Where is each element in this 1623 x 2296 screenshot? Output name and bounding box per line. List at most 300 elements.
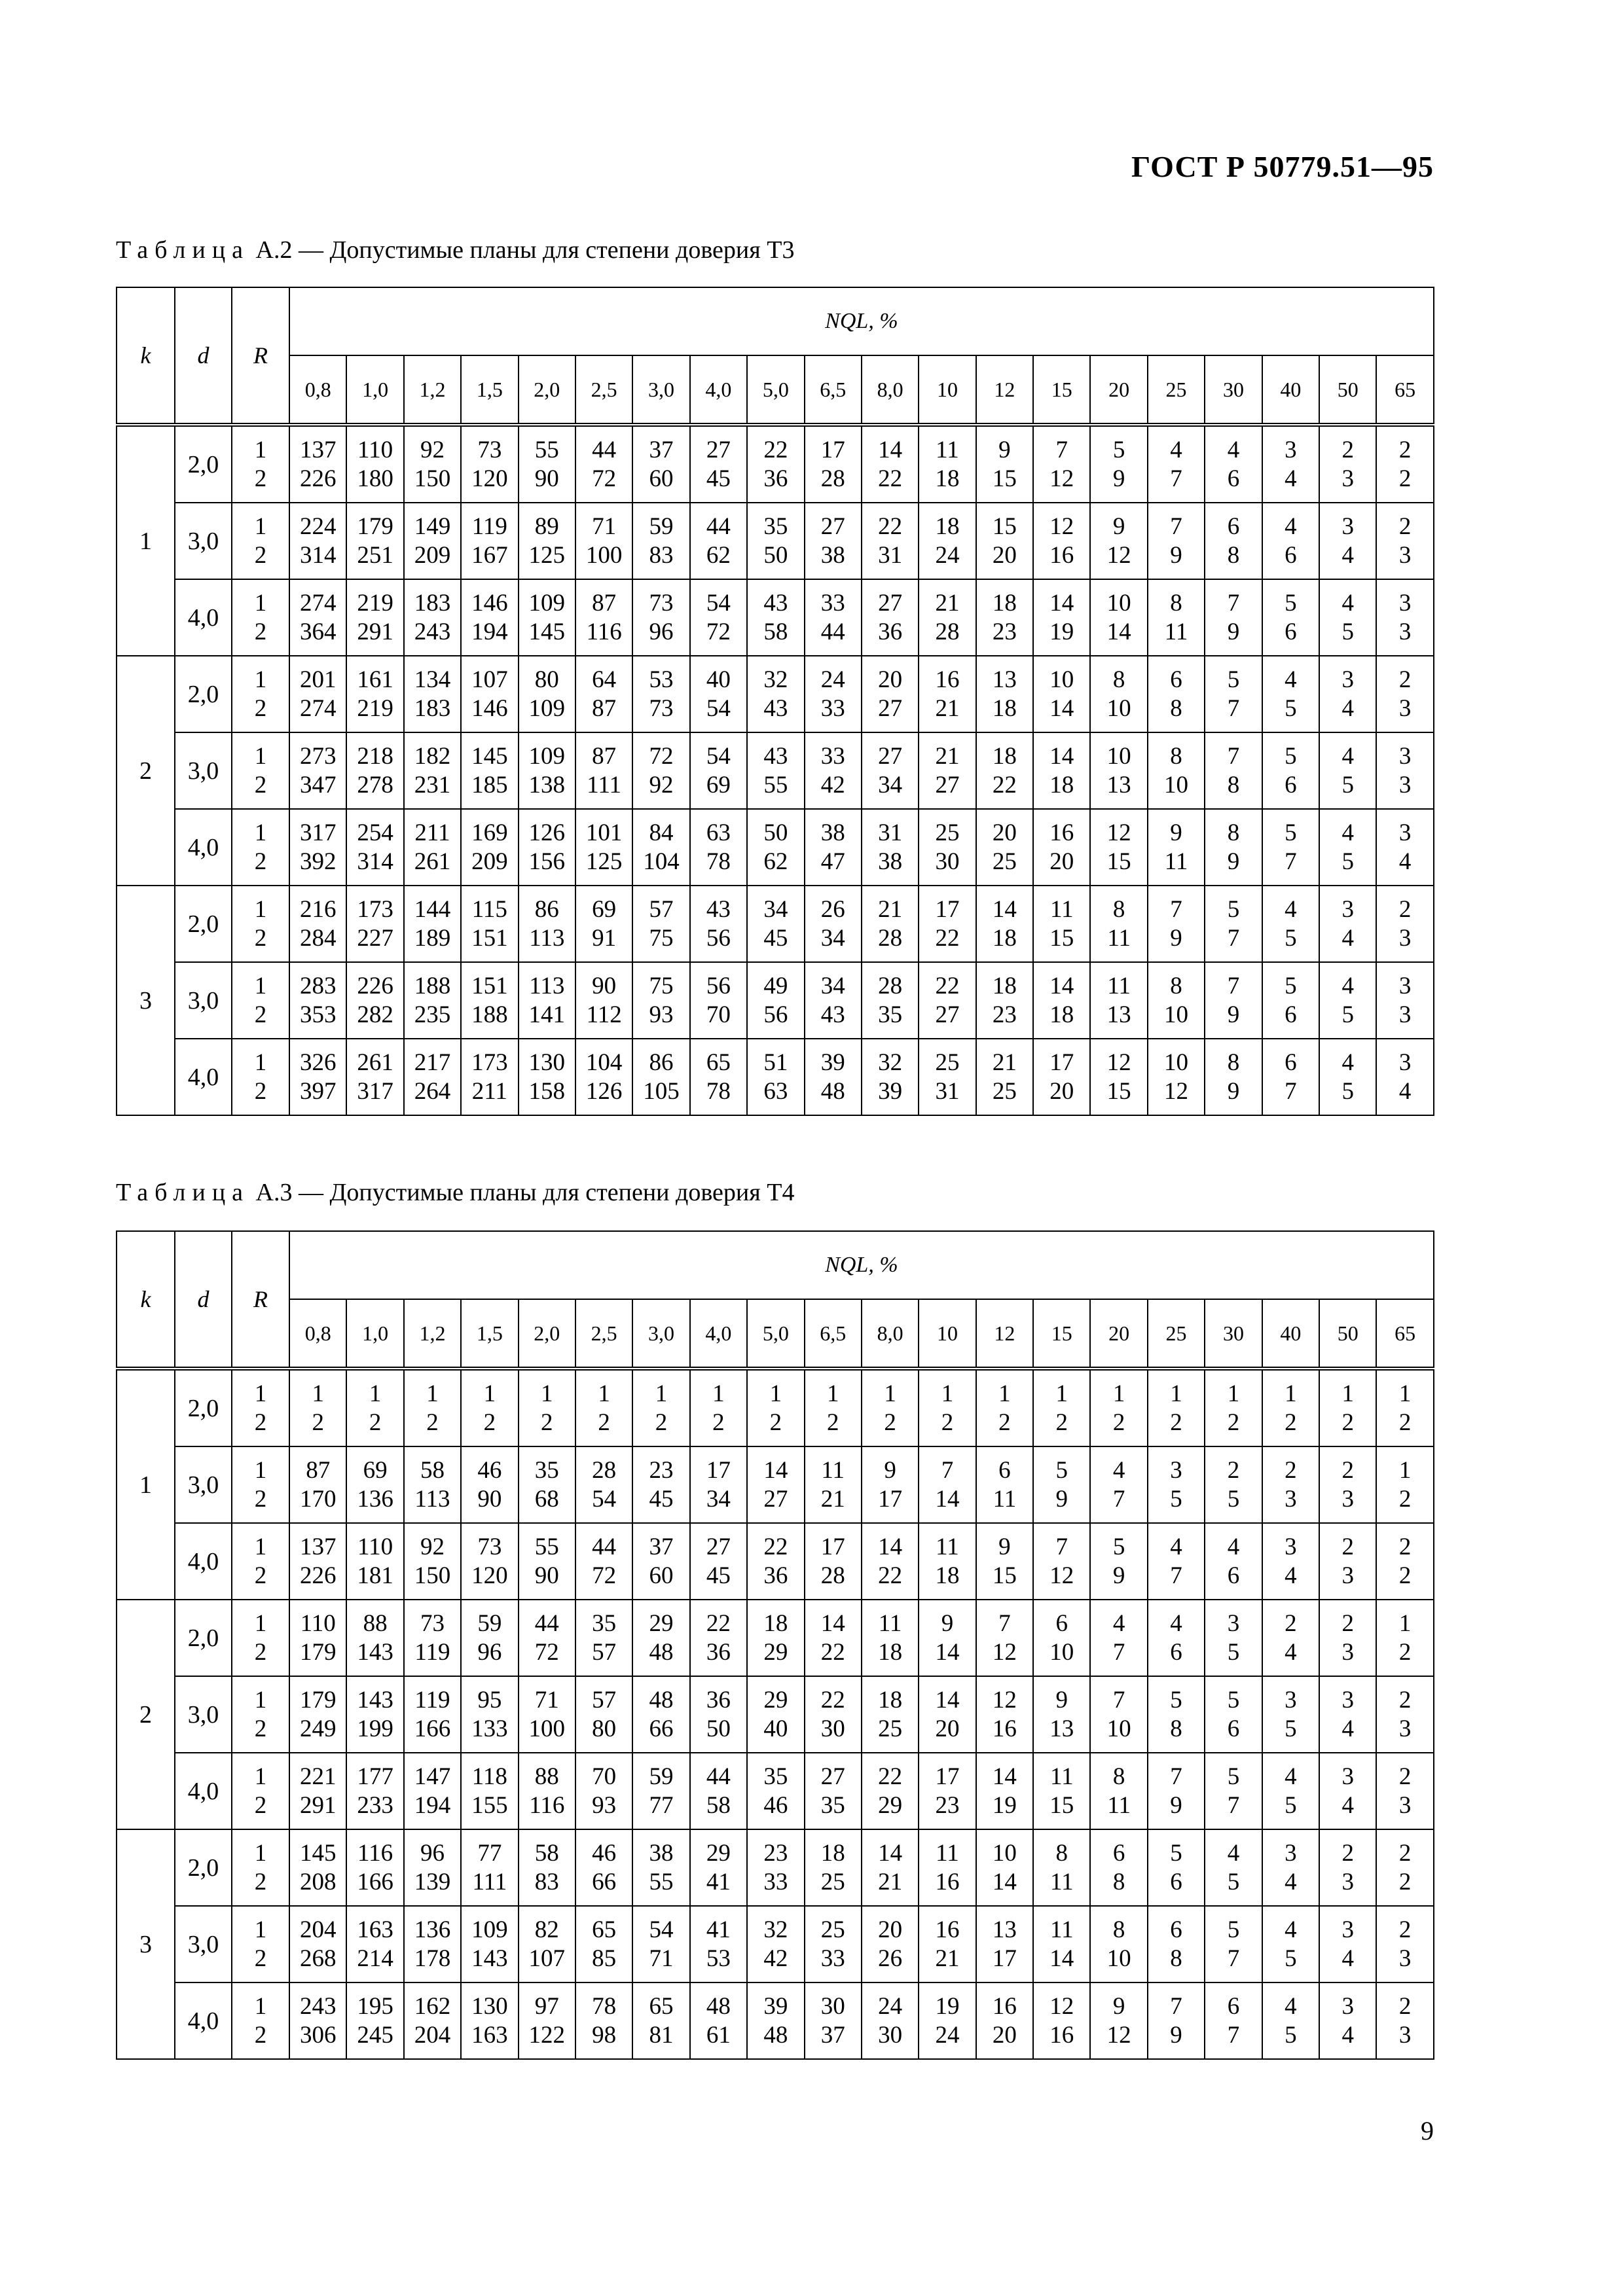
nql-value-header: 6,5	[805, 1299, 862, 1369]
plan-cell	[805, 425, 862, 503]
plan-value-r2: 18	[1049, 1001, 1074, 1028]
plan-value-r1: 126	[528, 819, 565, 846]
plan-value-r1: 6	[1055, 1609, 1068, 1637]
plan-value-r2: 145	[528, 618, 565, 645]
plan-value-r2: 77	[649, 1791, 674, 1819]
plan-cell	[461, 1906, 518, 1982]
plan-value-r2: 209	[414, 541, 451, 569]
plan-cell	[519, 809, 575, 886]
plan-value-r1: 97	[534, 1992, 559, 2020]
plan-value-r1: 10	[1164, 1049, 1189, 1076]
plan-cell	[461, 1829, 518, 1906]
plan-value-r2: 155	[471, 1791, 508, 1819]
nql-value-header: 65	[1376, 355, 1433, 425]
plan-value-r1: 43	[763, 589, 788, 617]
plan-cell	[862, 425, 919, 503]
plan-value-r2: 21	[878, 1868, 903, 1895]
plan-value-r1: 2	[1398, 1916, 1412, 1943]
plan-value-r1: 2	[1227, 1456, 1240, 1484]
nql-value-header: 10	[919, 1299, 976, 1369]
plan-cell	[1090, 425, 1147, 503]
r-values	[232, 886, 289, 962]
plan-cell	[1148, 809, 1205, 886]
plan-value-r1: 18	[878, 1686, 903, 1713]
plan-value-r2: 9	[1227, 1077, 1240, 1105]
plan-value-r2: 2	[483, 1408, 496, 1436]
r-values	[232, 1753, 289, 1829]
plan-value-r1: 109	[471, 1916, 508, 1943]
plan-cell	[1205, 1446, 1262, 1523]
plan-value-r2: 4	[1285, 465, 1297, 492]
plan-cell	[404, 656, 461, 732]
plan-value-r1: 1	[312, 1380, 324, 1407]
plan-cell	[1090, 1906, 1147, 1982]
plan-cell	[575, 1523, 632, 1600]
plan-value-r2: 58	[706, 1791, 731, 1819]
plan-value-r2: 9	[1227, 618, 1240, 645]
plan-value-r2: 7	[1227, 1791, 1240, 1819]
plan-cell	[1148, 886, 1205, 962]
plan-value-r1: 7	[1170, 895, 1182, 923]
plan-value-r2: 139	[414, 1868, 451, 1895]
plan-cell	[461, 809, 518, 886]
plan-value-r2: 314	[357, 848, 393, 875]
plan-value-r2: 2	[769, 1408, 782, 1436]
plan-value-r1: 224	[299, 512, 337, 540]
plan-cell	[1205, 425, 1262, 503]
plan-value-r1: 183	[414, 589, 451, 617]
plan-cell	[976, 503, 1033, 579]
plan-cell	[919, 886, 976, 962]
plan-value-r1: 5	[1285, 819, 1297, 846]
plan-value-r1: 9	[1055, 1686, 1068, 1713]
plan-cell	[690, 732, 747, 809]
plan-value-r1: 7	[1227, 589, 1240, 617]
plan-cell	[1090, 1829, 1147, 1906]
plan-value-r1: 11	[936, 1839, 959, 1867]
plan-value-r1: 243	[299, 1992, 337, 2020]
d-value: 2,0	[175, 1829, 232, 1906]
nql-value-header: 40	[1262, 1299, 1319, 1369]
plan-cell	[289, 886, 346, 962]
plan-cell	[1205, 1600, 1262, 1676]
plan-value-r1: 110	[357, 436, 393, 463]
plan-value-r2: 3	[1341, 1485, 1354, 1513]
plan-cell	[747, 1369, 804, 1446]
plan-cell	[461, 1600, 518, 1676]
plan-cell	[404, 1753, 461, 1829]
plan-value-r1: 18	[992, 589, 1017, 617]
plan-value-r1: 226	[357, 972, 393, 999]
d-value: 3,0	[175, 732, 232, 809]
plan-cell	[404, 1446, 461, 1523]
plan-value-r1: 27	[820, 512, 845, 540]
plan-value-r1: 9	[1170, 819, 1182, 846]
plan-value-r1: 2	[1285, 1456, 1297, 1484]
plan-value-r1: 32	[878, 1049, 903, 1076]
r-values	[232, 962, 289, 1039]
plan-cell	[632, 579, 689, 656]
plan-cell	[976, 1982, 1033, 2059]
plan-value-r2: 5	[1285, 2021, 1297, 2049]
plan-cell	[1262, 1523, 1319, 1600]
plan-value-r1: 109	[528, 742, 565, 770]
plan-value-r2: 27	[763, 1485, 788, 1513]
plan-cell	[1148, 1446, 1205, 1523]
plan-cell	[632, 1906, 689, 1982]
plan-value-r1: 18	[763, 1609, 788, 1637]
plan-value-r1: 5	[1112, 1533, 1125, 1560]
plan-cell	[289, 1676, 346, 1753]
plan-value-r2: 56	[706, 924, 731, 952]
plan-value-r2: 194	[414, 1791, 451, 1819]
plan-value-r1: 3	[1285, 436, 1297, 463]
d-value: 3,0	[175, 1446, 232, 1523]
plan-cell	[404, 1982, 461, 2059]
table-row	[117, 886, 1434, 962]
plan-cell	[346, 1446, 403, 1523]
plan-value-r1: 4	[1285, 512, 1297, 540]
plan-value-r1: 1	[1398, 1456, 1412, 1484]
plan-value-r2: 15	[1049, 924, 1074, 952]
nql-value-header: 25	[1148, 1299, 1205, 1369]
plan-cell	[805, 1039, 862, 1115]
plan-value-r1: 54	[706, 589, 731, 617]
plan-cell	[575, 579, 632, 656]
plan-cell	[862, 1982, 919, 2059]
nql-value-header: 50	[1319, 1299, 1376, 1369]
r-value: 1	[254, 589, 267, 617]
plan-value-r1: 10	[992, 1839, 1017, 1867]
plan-value-r2: 70	[706, 1001, 731, 1028]
plan-value-r1: 4	[1285, 895, 1297, 923]
plan-cell	[1205, 503, 1262, 579]
plan-value-r2: 4	[1341, 694, 1354, 722]
plan-value-r2: 364	[299, 618, 337, 645]
plan-value-r1: 44	[706, 1763, 731, 1790]
plan-value-r1: 27	[706, 1533, 731, 1560]
plan-value-r1: 7	[1112, 1686, 1125, 1713]
plan-value-r1: 22	[763, 1533, 788, 1560]
plan-value-r1: 5	[1170, 1686, 1182, 1713]
plan-cell	[632, 656, 689, 732]
r-values	[232, 732, 289, 809]
plan-value-r2: 112	[586, 1001, 622, 1028]
nql-value-header: 6,5	[805, 355, 862, 425]
table-row	[117, 1600, 1434, 1676]
plan-value-r1: 3	[1398, 972, 1412, 999]
table-row	[117, 1039, 1434, 1115]
r-values	[232, 503, 289, 579]
plan-cell	[461, 656, 518, 732]
plan-value-r2: 80	[592, 1715, 617, 1742]
plan-value-r2: 11	[1107, 1791, 1131, 1819]
plan-value-r1: 9	[998, 436, 1011, 463]
d-value: 4,0	[175, 1753, 232, 1829]
plan-value-r1: 143	[357, 1686, 393, 1713]
plan-cell	[346, 1676, 403, 1753]
plan-value-r2: 3	[1398, 694, 1412, 722]
plan-value-r2: 54	[592, 1485, 617, 1513]
plan-value-r2: 34	[820, 924, 845, 952]
plan-value-r1: 10	[1049, 666, 1074, 693]
plan-cell	[575, 1600, 632, 1676]
r-values	[232, 809, 289, 886]
plan-value-r2: 43	[763, 694, 788, 722]
plan-value-r1: 7	[1227, 972, 1240, 999]
plan-value-r2: 7	[1227, 694, 1240, 722]
plan-value-r2: 178	[414, 1945, 451, 1972]
plan-value-r1: 179	[357, 512, 393, 540]
column-header-k: k	[117, 287, 175, 425]
plan-value-r2: 20	[1049, 1077, 1074, 1105]
plan-value-r1: 48	[649, 1686, 674, 1713]
plan-cell	[575, 1982, 632, 2059]
plan-cell	[1148, 1600, 1205, 1676]
r-value: 2	[254, 1791, 267, 1819]
r-value: 1	[254, 436, 267, 463]
plan-value-r2: 353	[299, 1001, 337, 1028]
plan-value-r1: 4	[1227, 436, 1240, 463]
plan-cell	[919, 1829, 976, 1906]
plan-value-r2: 21	[820, 1485, 845, 1513]
r-values	[232, 1829, 289, 1906]
d-value: 4,0	[175, 1039, 232, 1115]
plan-value-r2: 35	[878, 1001, 903, 1028]
plan-value-r2: 120	[471, 1562, 508, 1589]
plan-value-r2: 274	[299, 694, 337, 722]
plan-value-r1: 317	[299, 819, 337, 846]
plan-value-r2: 3	[1341, 1638, 1354, 1666]
plan-value-r2: 12	[1106, 541, 1131, 569]
plan-cell	[519, 579, 575, 656]
r-values	[232, 1676, 289, 1753]
plan-value-r1: 12	[992, 1686, 1017, 1713]
plan-value-r2: 43	[820, 1001, 845, 1028]
r-value: 2	[254, 465, 267, 492]
plan-cell	[862, 1829, 919, 1906]
plan-value-r2: 2	[426, 1408, 439, 1436]
plan-value-r1: 4	[1285, 666, 1297, 693]
plan-value-r1: 107	[471, 666, 508, 693]
plan-value-r1: 201	[299, 666, 337, 693]
plan-value-r1: 17	[820, 1533, 845, 1560]
plan-cell	[461, 503, 518, 579]
plan-value-r1: 147	[414, 1763, 451, 1790]
r-values	[232, 1982, 289, 2059]
plan-value-r1: 1	[941, 1380, 954, 1407]
plan-value-r2: 245	[357, 2021, 393, 2049]
plan-value-r1: 3	[1285, 1533, 1297, 1560]
plan-value-r1: 33	[820, 589, 845, 617]
plan-cell	[690, 1906, 747, 1982]
r-value: 2	[254, 694, 267, 722]
plan-value-r2: 100	[585, 541, 623, 569]
plan-value-r2: 9	[1170, 2021, 1182, 2049]
plan-value-r1: 221	[299, 1763, 337, 1790]
plan-value-r1: 116	[357, 1839, 393, 1867]
nql-value-header: 5,0	[747, 1299, 804, 1369]
plan-cell	[519, 1039, 575, 1115]
plan-value-r1: 92	[420, 1533, 445, 1560]
nql-value-header: 12	[976, 1299, 1033, 1369]
plan-value-r1: 6	[1227, 1992, 1240, 2020]
plan-value-r2: 13	[1106, 1001, 1131, 1028]
plan-value-r2: 113	[414, 1485, 450, 1513]
plan-value-r2: 167	[471, 541, 508, 569]
plan-value-r2: 4	[1341, 1791, 1354, 1819]
plan-value-r1: 6	[1170, 1916, 1182, 1943]
plan-value-r2: 31	[935, 1077, 960, 1105]
plan-cell	[519, 1600, 575, 1676]
d-value: 3,0	[175, 1676, 232, 1753]
plan-value-r1: 34	[820, 972, 845, 999]
plan-value-r2: 138	[528, 771, 565, 798]
plan-value-r2: 291	[357, 618, 393, 645]
plan-value-r1: 3	[1341, 1916, 1354, 1943]
plan-value-r2: 33	[820, 694, 845, 722]
plan-value-r1: 82	[534, 1916, 559, 1943]
plan-cell	[1376, 809, 1433, 886]
plan-value-r2: 60	[649, 465, 674, 492]
plan-cell	[1148, 1039, 1205, 1115]
r-value: 2	[254, 1077, 267, 1105]
plan-value-r2: 14	[1049, 694, 1074, 722]
plan-cell	[289, 732, 346, 809]
nql-value-header: 65	[1376, 1299, 1433, 1369]
plan-cell	[575, 1446, 632, 1523]
plan-value-r1: 24	[878, 1992, 903, 2020]
plan-value-r2: 40	[763, 1715, 788, 1742]
column-header-r: R	[232, 287, 289, 425]
plan-value-r1: 43	[706, 895, 731, 923]
plan-value-r2: 85	[592, 1945, 617, 1972]
plan-value-r1: 16	[992, 1992, 1017, 2020]
plan-cell	[632, 425, 689, 503]
plan-cell	[1033, 503, 1090, 579]
plan-value-r1: 101	[585, 819, 623, 846]
plan-value-r2: 111	[472, 1868, 507, 1895]
nql-value-header: 2,5	[575, 1299, 632, 1369]
plan-value-r2: 2	[1398, 1868, 1412, 1895]
plan-cell	[575, 809, 632, 886]
plan-cell	[690, 1676, 747, 1753]
nql-value-header: 3,0	[632, 1299, 689, 1369]
plan-value-r1: 29	[763, 1686, 788, 1713]
plan-value-r2: 42	[820, 771, 845, 798]
plan-value-r1: 7	[1055, 1533, 1068, 1560]
plan-value-r2: 23	[935, 1791, 960, 1819]
table-row	[117, 579, 1434, 656]
plan-value-r2: 15	[992, 1562, 1017, 1589]
plan-cell	[632, 1369, 689, 1446]
plan-value-r2: 13	[1106, 771, 1131, 798]
plan-value-r1: 22	[878, 1763, 903, 1790]
plan-cell	[1090, 1523, 1147, 1600]
plan-value-r2: 5	[1341, 1077, 1354, 1105]
plan-cell	[519, 1523, 575, 1600]
plan-value-r2: 3	[1398, 541, 1412, 569]
plan-cell	[346, 886, 403, 962]
plan-value-r1: 17	[820, 436, 845, 463]
plan-value-r1: 1	[1341, 1380, 1354, 1407]
plan-value-r1: 137	[299, 1533, 337, 1560]
nql-value-header: 0,8	[289, 1299, 346, 1369]
plan-value-r2: 317	[357, 1077, 393, 1105]
plan-cell	[289, 1523, 346, 1600]
r-values	[232, 1369, 289, 1446]
plan-value-r2: 104	[643, 848, 680, 875]
plan-value-r2: 12	[1164, 1077, 1189, 1105]
plan-value-r2: 28	[820, 1562, 845, 1589]
plan-cell	[632, 809, 689, 886]
plan-cell	[346, 1039, 403, 1115]
plan-cell	[1090, 1676, 1147, 1753]
nql-value-header: 4,0	[690, 355, 747, 425]
plan-value-r1: 65	[649, 1992, 674, 2020]
plan-value-r2: 251	[357, 541, 393, 569]
plan-cell	[575, 886, 632, 962]
plan-cell	[1033, 1523, 1090, 1600]
plan-value-r1: 326	[299, 1049, 337, 1076]
r-value: 2	[254, 618, 267, 645]
plan-value-r2: 19	[1049, 618, 1074, 645]
plan-value-r1: 1	[1398, 1380, 1412, 1407]
plan-cell	[519, 656, 575, 732]
plan-cell	[289, 1753, 346, 1829]
plan-value-r1: 14	[992, 895, 1017, 923]
plan-value-r1: 20	[878, 666, 903, 693]
plan-value-r1: 4	[1112, 1456, 1125, 1484]
k-value: 3	[117, 1829, 175, 2059]
plan-value-r2: 2	[1055, 1408, 1068, 1436]
plan-value-r1: 1	[826, 1380, 839, 1407]
plan-cell	[1205, 732, 1262, 809]
plan-value-r2: 15	[992, 465, 1017, 492]
plan-value-r2: 9	[1112, 1562, 1125, 1589]
plan-cell	[862, 579, 919, 656]
plan-cell	[1319, 809, 1376, 886]
plan-cell	[1033, 1906, 1090, 1982]
plan-cell	[404, 1369, 461, 1446]
plan-cell	[1090, 1446, 1147, 1523]
plan-cell	[690, 1600, 747, 1676]
plan-value-r1: 2	[1398, 436, 1412, 463]
plan-value-r1: 8	[1112, 895, 1125, 923]
plan-cell	[461, 732, 518, 809]
r-value: 1	[254, 1380, 267, 1407]
plan-cell	[1090, 732, 1147, 809]
plan-value-r1: 218	[357, 742, 393, 770]
plan-value-r1: 17	[706, 1456, 731, 1484]
plan-value-r2: 18	[935, 465, 960, 492]
plan-value-r2: 20	[935, 1715, 960, 1742]
plan-value-r1: 7	[1170, 1763, 1182, 1790]
plan-value-r1: 37	[649, 1533, 674, 1560]
plan-cell	[1205, 656, 1262, 732]
plan-value-r2: 3	[1341, 465, 1354, 492]
r-value: 2	[254, 1562, 267, 1589]
plan-cell	[1376, 1600, 1433, 1676]
plan-cell	[575, 962, 632, 1039]
plan-cell	[862, 1523, 919, 1600]
plan-value-r1: 17	[935, 1763, 960, 1790]
plan-value-r1: 39	[763, 1992, 788, 2020]
plan-value-r2: 185	[471, 771, 508, 798]
plan-value-r1: 169	[471, 819, 508, 846]
plan-value-r2: 18	[935, 1562, 960, 1589]
plan-value-r2: 6	[1285, 771, 1297, 798]
